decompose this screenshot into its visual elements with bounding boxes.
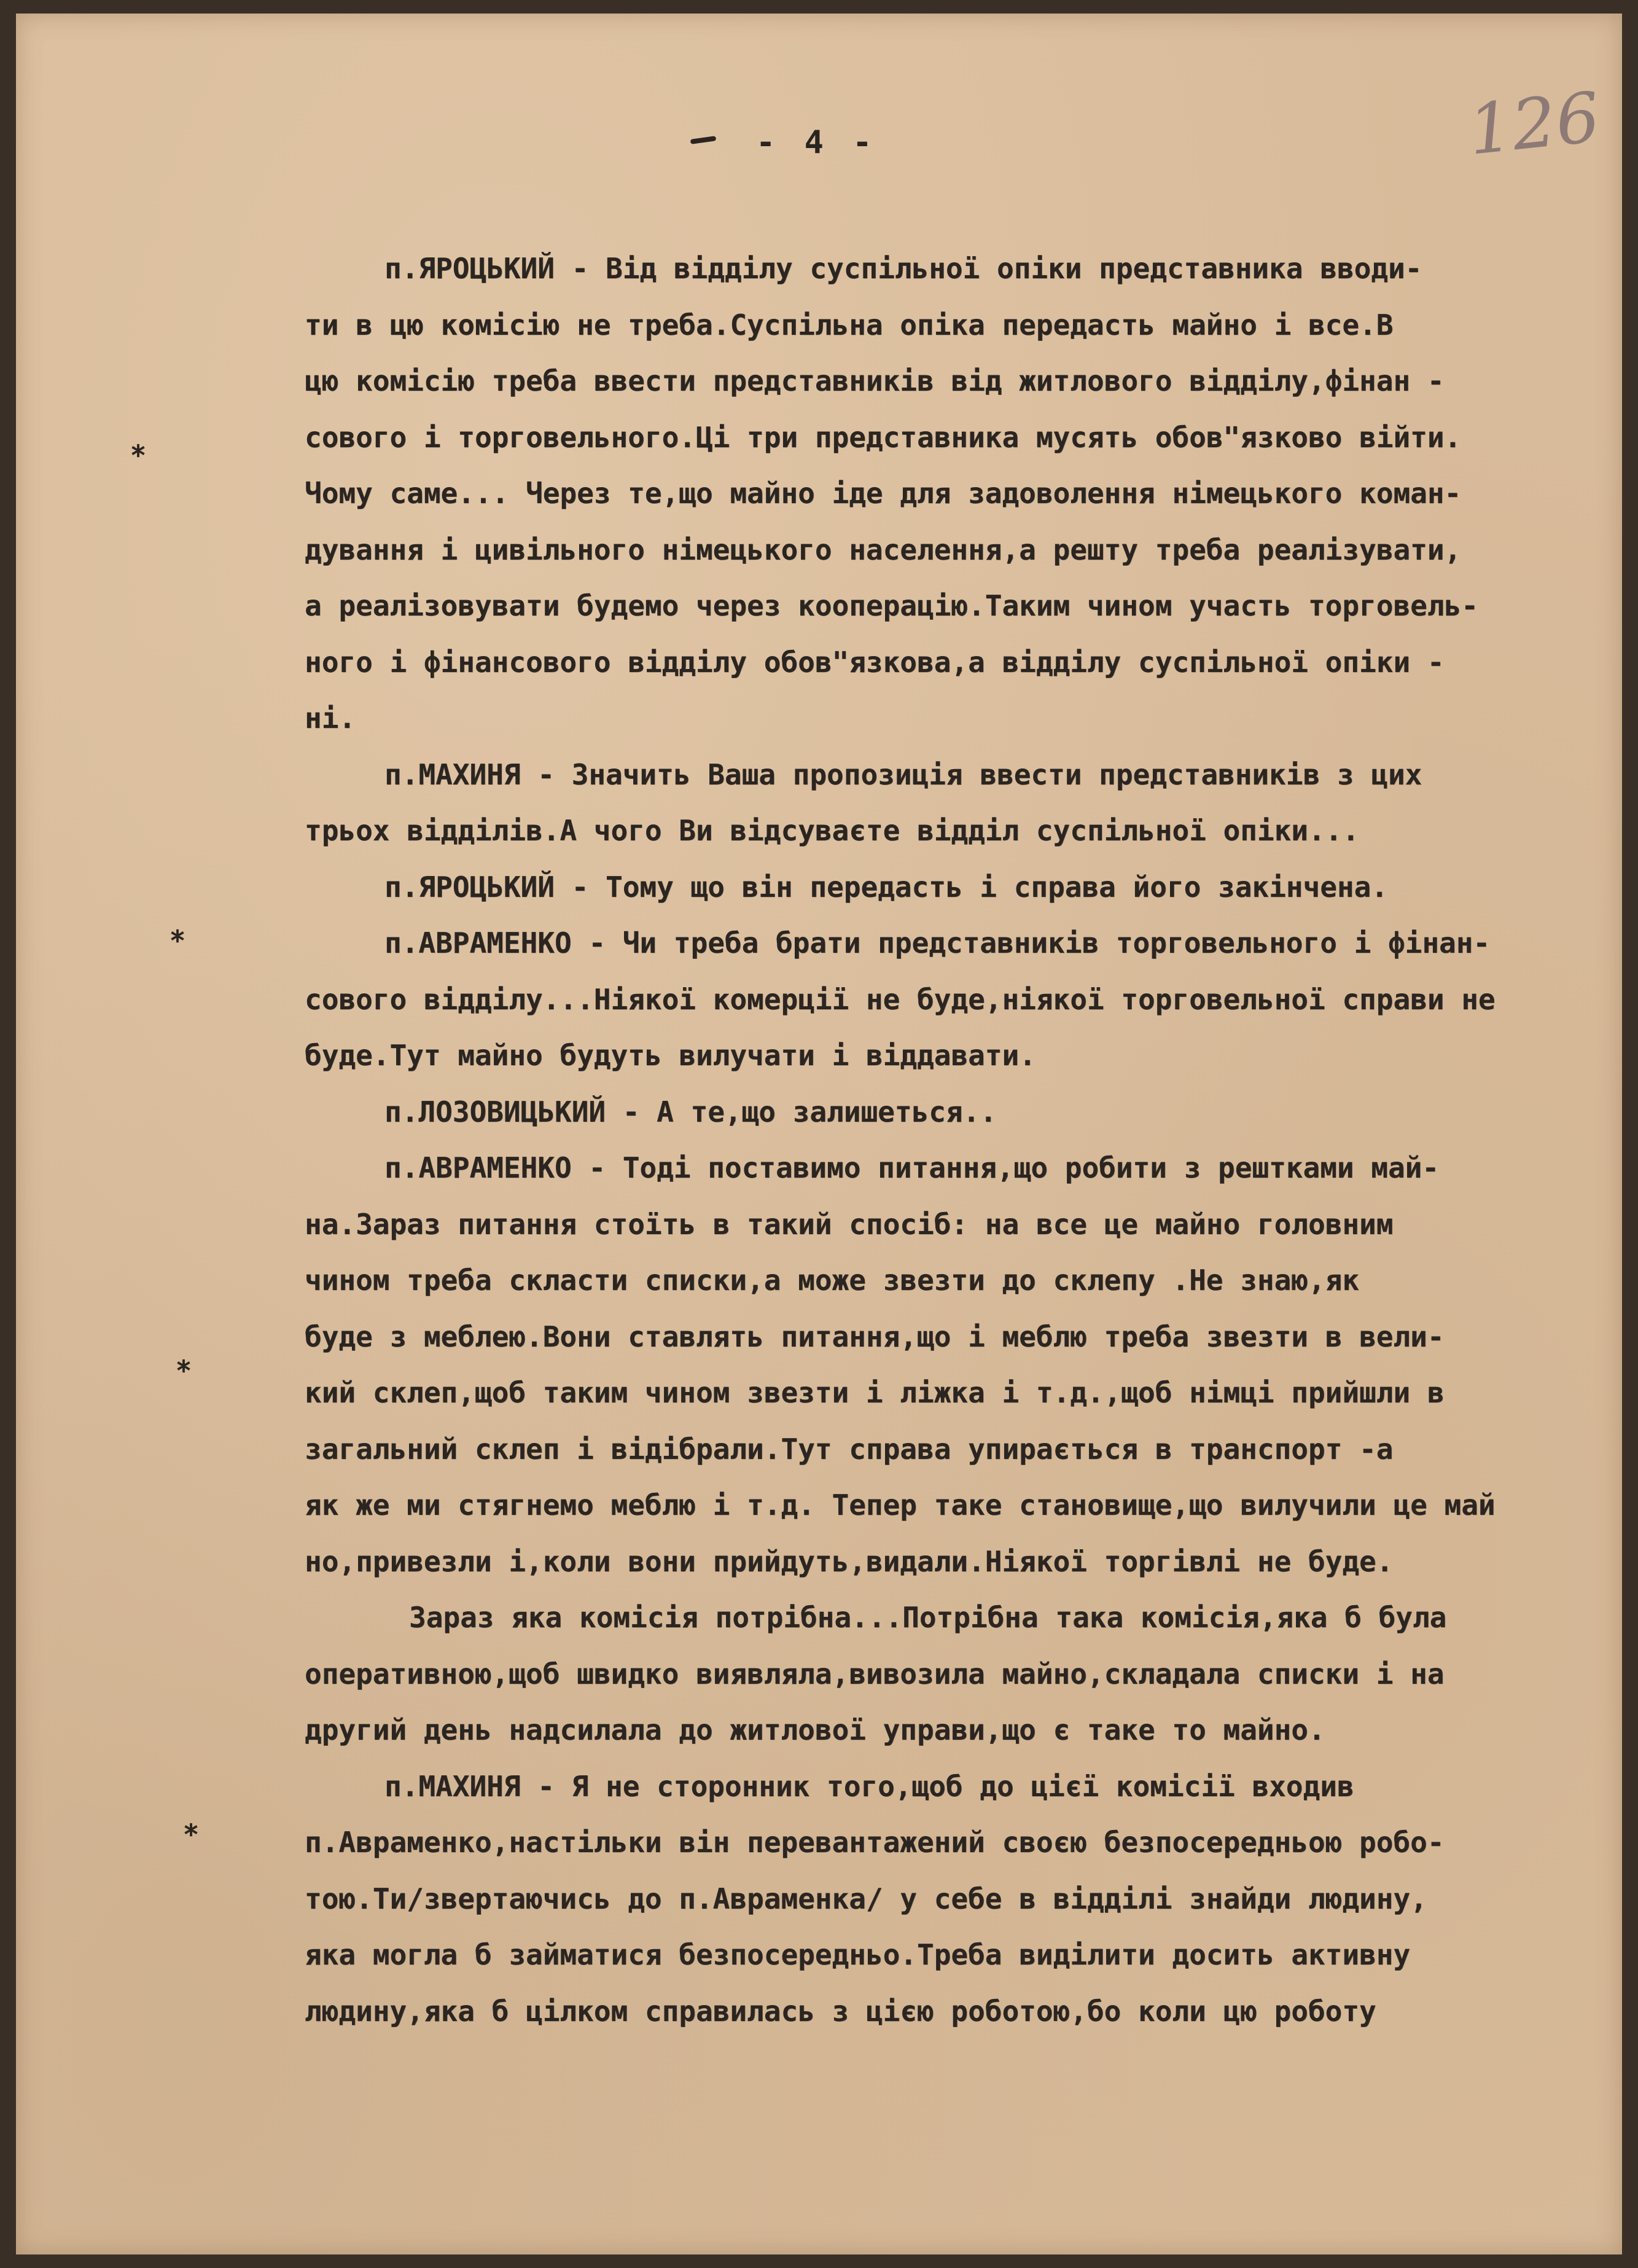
text-line: Зараз яка комісія потрібна...Потрібна така комісія,яка б була xyxy=(409,1601,1447,1634)
text-line: п.АВРАМЕНКО - Тоді поставимо питання,що робити з рештками май- xyxy=(384,1151,1440,1184)
archive-folio-number: 126 xyxy=(1464,77,1604,171)
text-line: кий склеп,щоб таким чином звезти і ліжка і т.д.,щоб німці прийшли в xyxy=(305,1376,1445,1409)
text-line: другий день надсилала до житлової управи,що є таке то майно. xyxy=(305,1713,1325,1746)
text-line: п.ЯРОЦЬКИЙ - Тому що він передасть і справа його закінчена. xyxy=(384,870,1388,904)
document-page xyxy=(16,14,1622,2254)
text-line: п.МАХИНЯ - Значить Ваша пропозиція ввести представників з цих xyxy=(384,757,1422,791)
typewritten-body xyxy=(305,241,1594,2039)
text-line: п.ЛОЗОВИЦЬКИЙ - А те,що залишеться.. xyxy=(384,1095,997,1128)
text-line: ного і фінансового відділу обов"язкова,а відділу суспільної опіки - xyxy=(305,645,1445,679)
text-line: тою.Ти/звертаючись до п.Авраменка/ у себе в відділі знайди людину, xyxy=(305,1882,1427,1915)
text-line: оперативною,щоб швидко виявляла,вивозила майно,складала списки і на xyxy=(305,1657,1445,1691)
text-line: на.Зараз питання стоїть в такий спосіб: на все це майно головним xyxy=(305,1207,1394,1241)
text-line: п.Авраменко,настільки він перевантажений своєю безпосередньою робо- xyxy=(305,1826,1445,1859)
margin-punch-mark: ⁎ xyxy=(171,917,184,948)
text-line: Чому саме... Через те,що майно іде для задоволення німецького коман- xyxy=(305,477,1462,510)
page-number: - 4 - xyxy=(756,124,877,161)
text-line: но,привезли і,коли вони прийдуть,видали.Ніякої торгівлі не буде. xyxy=(305,1544,1394,1578)
text-line: трьох відділів.А чого Ви відсуваєте відділ суспільної опіки... xyxy=(305,814,1360,847)
text-line: яка могла б займатися безпосередньо.Треба виділити досить активну xyxy=(305,1938,1411,1971)
ink-dash-mark xyxy=(690,136,717,144)
text-line: сового і торговельного.Ці три представника мусять обов"язково війти. xyxy=(305,420,1462,454)
text-line: загальний склеп і відібрали.Тут справа упирається в транспорт -а xyxy=(305,1432,1394,1466)
text-line: ти в цю комісію не треба.Суспільна опіка передасть майно і все.В xyxy=(305,308,1394,342)
text-line: а реалізовувати будемо через кооперацію.Таким чином участь торговель- xyxy=(305,589,1478,622)
text-line: сового відділу...Ніякої комерції не буде,ніякої торговельної справи не xyxy=(305,982,1496,1016)
text-line: як же ми стягнемо меблю і т.д. Тепер таке становище,що вилучили це май xyxy=(305,1488,1496,1522)
text-line: буде з меблею.Вони ставлять питання,що і меблю треба звезти в вели- xyxy=(305,1320,1445,1353)
text-line: п.ЯРОЦЬКИЙ - Від відділу суспільної опіки представника вводи- xyxy=(384,252,1422,285)
text-line: п.МАХИНЯ - Я не сторонник того,щоб до цієї комісії входив xyxy=(384,1769,1354,1803)
text-line: цю комісію треба ввести представників від житлового відділу,фінан - xyxy=(305,364,1445,397)
text-line: дування і цивільного німецького населення,а решту треба реалізувати, xyxy=(305,533,1462,566)
text-line: чином треба скласти списки,а може звезти до склепу .Не знаю,як xyxy=(305,1264,1360,1297)
margin-punch-mark: ⁎ xyxy=(184,1810,198,1842)
text-line: п.АВРАМЕНКО - Чи треба брати представників торговельного і фінан- xyxy=(384,926,1491,960)
text-line: ні. xyxy=(305,702,356,735)
margin-punch-mark: ⁎ xyxy=(177,1347,190,1378)
text-line: людину,яка б цілком справилась з цією роботою,бо коли цю роботу xyxy=(305,1994,1376,2028)
margin-punch-mark: ⁎ xyxy=(131,431,145,463)
text-line: буде.Тут майно будуть вилучати і віддавати. xyxy=(305,1039,1036,1072)
